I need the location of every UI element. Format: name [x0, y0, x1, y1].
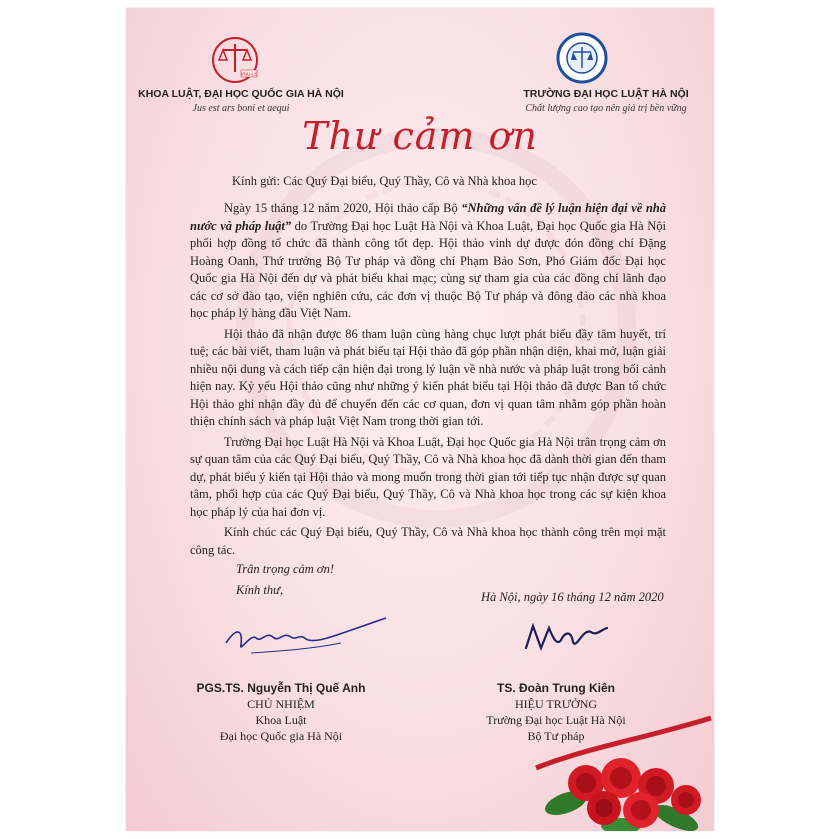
letter-body: [190, 200, 666, 562]
paragraph-1: Ngày 15 tháng 12 năm 2020, Hội thảo cấp Bộ “Những vấn đề lý luận hiện đại về nhà nước và pháp luật” do Trường Đại học Luật Hà Nội và Khoa Luật, Đại học Quốc gia Hà Nội phối hợp đồng tổ chức đã thành công tốt đẹp. Hội thảo vinh dự được đón đồng chí Đặng Hoàng Oanh, Thứ trưởng Bộ Tư pháp và đồng chí Phạm Bảo Sơn, Phó Giám đốc Đại học Quốc gia Hà Nội đến dự và phát biểu khai mạc; cùng sự tham gia của các đồng chí lãnh đạo các cơ sở đào tạo, viện nghiên cứu, các đơn vị thuộc Bộ Tư pháp và đông đảo các nhà khoa học pháp lý hàng đầu Việt Nam.: [190, 201, 667, 320]
left-motto: Jus est ars boni et aequi: [192, 103, 290, 114]
right-signatory-name: TS. Đoàn Trung Kiên: [496, 681, 615, 695]
salutation: Kính gửi: Các Quý Đại biểu, Quý Thầy, Cô và Nhà khoa học: [232, 174, 537, 188]
svg-text:VNU-LS: VNU-LS: [240, 71, 258, 77]
right-organization-name: TRƯỜNG ĐẠI HỌC LUẬT HÀ NỘI: [523, 88, 689, 100]
left-signature-icon: [221, 613, 391, 668]
law-faculty-logo-icon: [211, 36, 259, 84]
letter-date: Hà Nội, ngày 16 tháng 12 năm 2020: [481, 590, 664, 604]
right-signatory-role: HIỆU TRƯỞNG: [514, 697, 598, 711]
paragraph-2: Hội thảo đã nhận được 86 tham luận cùng hàng chục lượt phát biểu đầy tâm huyết, trí tuệ; các bài viết, tham luận và phát biểu tại Hội thảo đã góp phần nhận diện, khai mở, luận giải nhiều nội dung và cách tiếp cận hiện đại trong lý luận về nhà nước và pháp luật trong bối cảnh hiện nay. Kỷ yếu Hội thảo cũng như những ý kiến phát biểu tại Hội thảo đã được Ban tổ chức Hội thảo ghi nhận đầy đủ để chuyển đến các cơ quan, đơn vị quan tâm nhằm góp phần hoàn thiện chính sách và pháp luật Việt Nam trong thời gian tới.: [190, 326, 666, 428]
hanoi-law-university-logo-icon: [556, 32, 608, 84]
letter-title: Thư cảm ơn: [302, 114, 538, 158]
conference-name: “Những vấn đề lý luận hiện đại về nhà nước và pháp luật”: [190, 201, 667, 233]
paragraph-4: Kính chúc các Quý Đại biểu, Quý Thầy, Cô và Nhà khoa học thành công trên mọi mặt công tác.: [190, 525, 666, 557]
left-organization-name: KHOA LUẬT, ĐẠI HỌC QUỐC GIA HÀ NỘI: [138, 88, 344, 100]
left-signatory-unit-parent: Đại học Quốc gia Hà Nội: [219, 729, 343, 743]
closing-thanks: Trân trọng cảm ơn!: [236, 562, 334, 576]
paragraph-3: Trường Đại học Luật Hà Nội và Khoa Luật, Đại học Quốc gia Hà Nội trân trọng cảm ơn sự quan tâm của các Quý Đại biểu, Quý Thầy, Cô và Nhà khoa học đã dành thời gian đến tham dự, phát biểu ý kiến tại Hội thảo và mong muốn trong thời gian tới tiếp tục nhận được sự quan tâm, phối hợp của các Quý Đại biểu, Quý Thầy, Cô và Nhà khoa học trong các sự kiện khoa học pháp lý của hai đơn vị.: [190, 434, 666, 519]
right-signature-icon: [521, 618, 611, 658]
right-motto: Chất lượng cao tạo nên giá trị bền vững: [525, 103, 687, 114]
left-signatory-unit: Khoa Luật: [255, 713, 307, 727]
left-signatory-role: CHỦ NHIỆM: [247, 697, 315, 711]
left-signatory-name: PGS.TS. Nguyễn Thị Quế Anh: [196, 681, 366, 695]
letter-page: [126, 8, 714, 831]
roses-bouquet-icon: [526, 708, 714, 831]
right-signatory-unit: Trường Đại học Luật Hà Nội: [486, 713, 626, 727]
closing-regards: Kính thư,: [236, 583, 284, 597]
left-signatory: [156, 680, 406, 744]
right-signatory-unit-parent: Bộ Tư pháp: [527, 729, 585, 743]
